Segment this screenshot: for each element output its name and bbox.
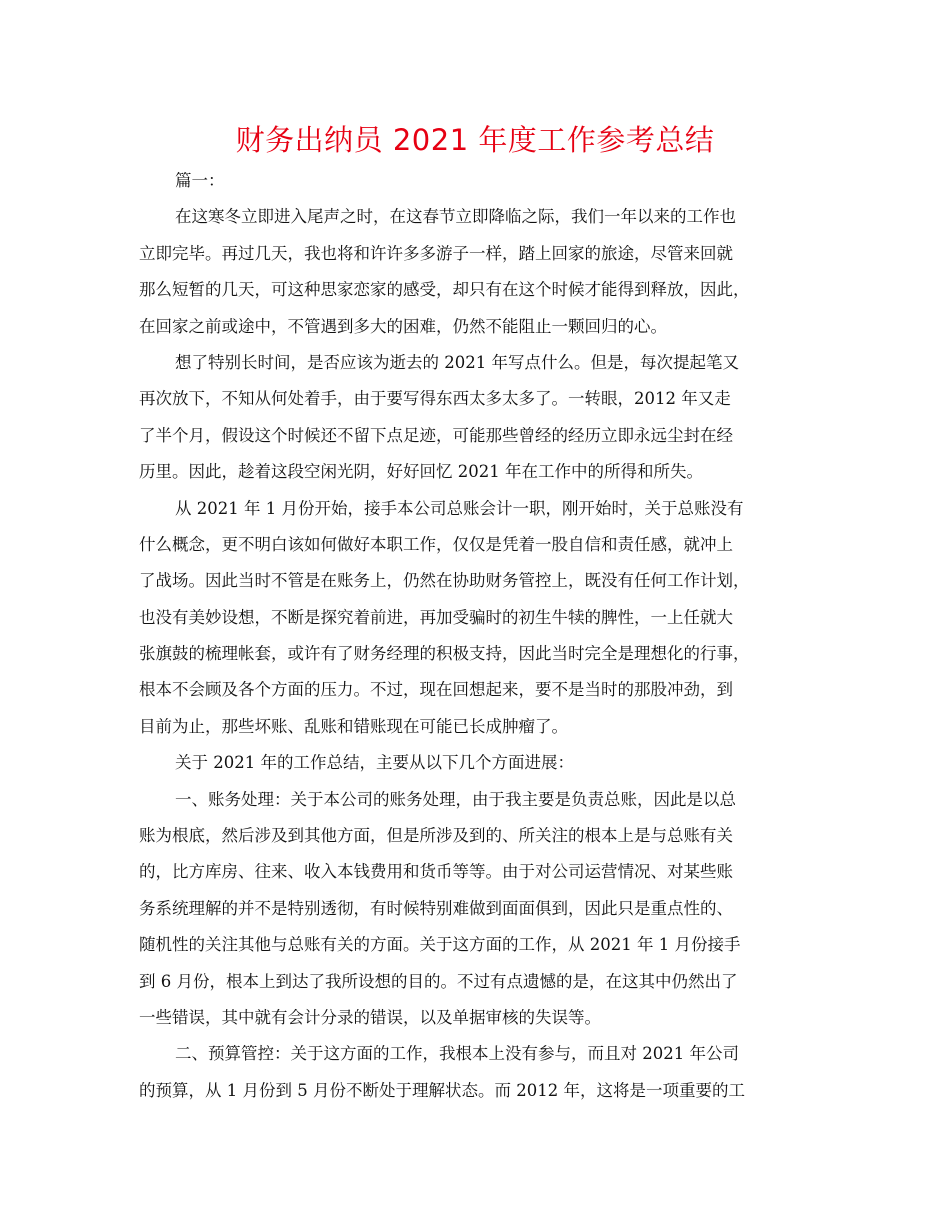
text-line: 到 6 月份，根本上到达了我所设想的目的。不过有点遗憾的是，在这其中仍然出了: [139, 971, 738, 991]
text-line: 那么短暂的几天，可这种思家恋家的感受，却只有在这个时候才能得到释放，因此，: [139, 280, 750, 300]
text-line: 张旗鼓的梳理帐套，或许有了财务经理的积极支持，因此当时完全是理想化的行事，: [139, 644, 750, 664]
text-line: 从 2021 年 1 月份开始，接手本公司总账会计一职，刚开始时，关于总账没有: [175, 498, 744, 518]
text-line: 历里。因此，趁着这段空闲光阴，好好回忆 2021 年在工作中的所得和所失。: [139, 462, 703, 482]
text-line: 的预算，从 1 月份到 5 月份不断处于理解状态。而 2012 年，这将是一项重要的工: [139, 1080, 745, 1100]
text-line: 关于 2021 年的工作总结，主要从以下几个方面进展：: [175, 753, 574, 773]
document-body: [139, 163, 819, 1109]
document-title: 财务出纳员 2021 年度工作参考总结: [235, 123, 715, 157]
text-line: 二、预算管控：关于这方面的工作，我根本上没有参与，而且对 2021 年公司: [175, 1044, 739, 1064]
text-line: 在这寒冬立即进入尾声之时，在这春节立即降临之际，我们一年以来的工作也: [175, 207, 736, 227]
text-line: 随机性的关注其他与总账有关的方面。关于这方面的工作，从 2021 年 1 月份接手: [139, 935, 741, 955]
text-line: 也没有美妙设想，不断是探究着前进，再加受骗时的初生牛犊的脾性，一上任就大: [139, 607, 733, 627]
text-line: 了战场。因此当时不管是在账务上，仍然在协助财务管控上，既没有任何工作计划，: [139, 571, 750, 591]
text-line: 根本不会顾及各个方面的压力。不过，现在回想起来，要不是当时的那股冲劲，到: [139, 680, 733, 700]
text-line: 务系统理解的并不是特别透彻，有时候特别难做到面面俱到，因此只是重点性的、: [139, 898, 733, 918]
text-line: 的，比方库房、往来、收入本钱费用和货币等等。由于对公司运营情况、对某些账: [139, 862, 733, 882]
text-line: 再次放下，不知从何处着手，由于要写得东西太多太多了。一转眼，2012 年又走: [139, 389, 731, 409]
text-line: 账为根底，然后涉及到其他方面，但是所涉及到的、所关注的根本上是与总账有关: [139, 826, 733, 846]
text-line: 立即完毕。再过几天，我也将和许许多多游子一样，踏上回家的旅途，尽管来回就: [139, 243, 733, 263]
text-line: 一、账务处理：关于本公司的账务处理，由于我主要是负责总账，因此是以总: [175, 789, 736, 809]
text-line: 什么概念，更不明白该如何做好本职工作，仅仅是凭着一股自信和责任感，就冲上: [139, 534, 733, 554]
text-line: 一些错误，其中就有会计分录的错误，以及单据审核的失误等。: [139, 1007, 601, 1027]
text-line: 在回家之前或途中，不管遇到多大的困难，仍然不能阻止一颗回归的心。: [139, 316, 667, 336]
text-line: 篇一：: [175, 171, 225, 190]
text-line: 想了特别长时间，是否应该为逝去的 2021 年写点什么。但是，每次提起笔又: [175, 352, 739, 372]
text-line: 了半个月，假设这个时候还不留下点足迹，可能那些曾经的经历立即永远尘封在经: [139, 425, 733, 445]
text-line: 目前为止，那些坏账、乱账和错账现在可能已长成肿瘤了。: [139, 716, 568, 736]
